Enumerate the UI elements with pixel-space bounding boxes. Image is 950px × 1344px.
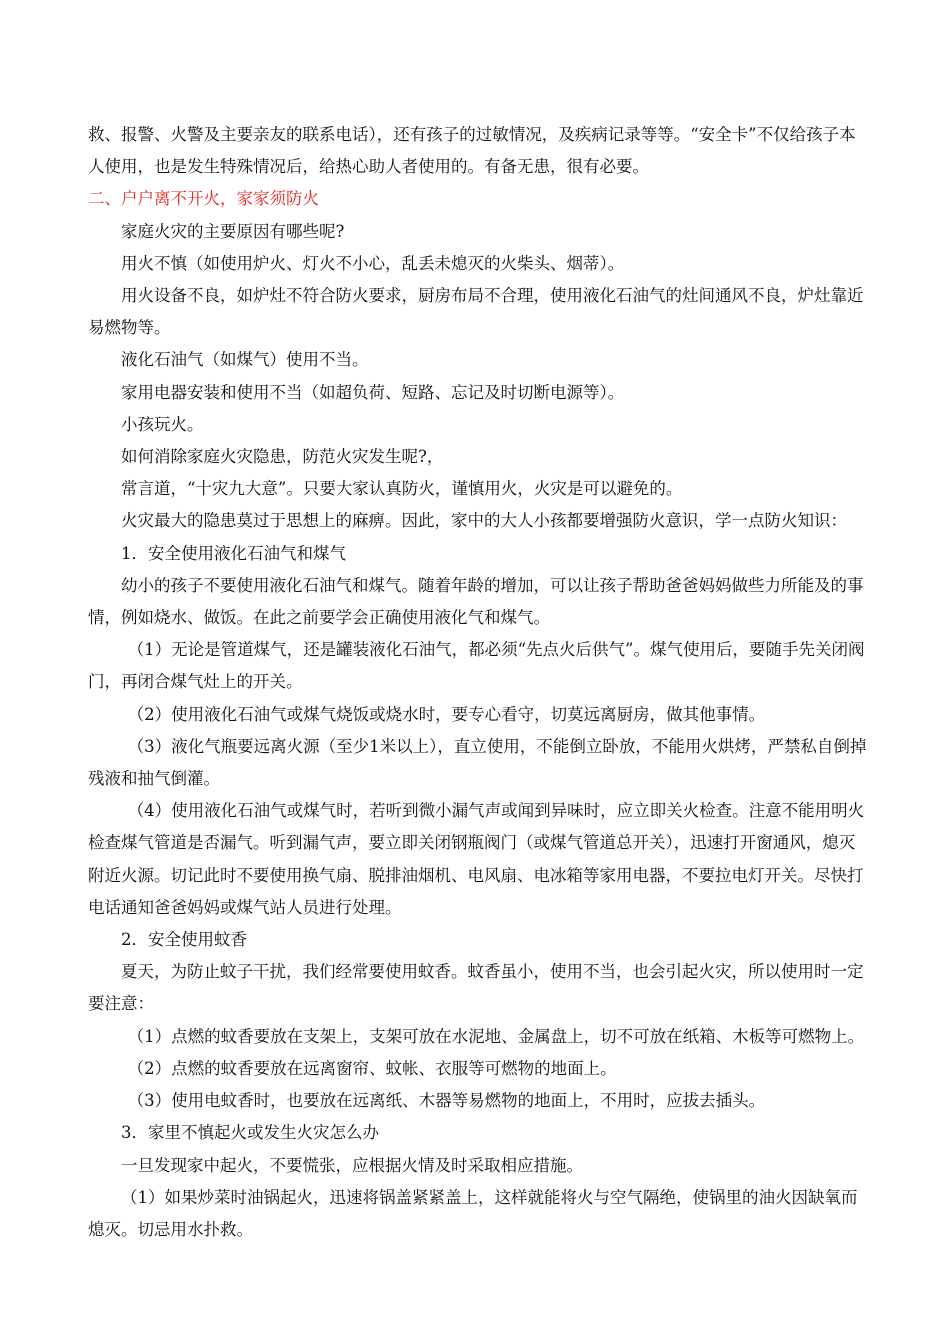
list-item: （3）液化气瓶要远离火源（至少1米以上），直立使用，不能倒立卧放，不能用火烘烤，严禁私自倒掉残液和抽气倒灌。 [88, 736, 867, 789]
body-paragraph: 一旦发现家中起火，不要慌张，应根据火情及时采取相应措施。 [121, 1155, 583, 1175]
section-heading: 二、户户离不开火，家家须防火 [88, 189, 319, 209]
list-item: （2）点燃的蚊香要放在远离窗帘、蚊帐、衣服等可燃物的地面上。 [127, 1058, 617, 1078]
list-item: （2）使用液化石油气或煤气烧饭或烧水时，要专心看守，切莫远离厨房，做其他事情。 [127, 704, 766, 724]
document-page [88, 119, 868, 1246]
list-item: （1）如果炒菜时油锅起火，迅速将锅盖紧紧盖上，这样就能将火与空气隔绝，使锅里的油火因缺氧而熄灭。切忌用水扑救。 [88, 1187, 858, 1239]
body-paragraph: 液化石油气（如煤气）使用不当。 [121, 350, 369, 370]
subsection-title: 2．安全使用蚊香 [121, 930, 247, 950]
subsection-title: 3．家里不慎起火或发生火灾怎么办 [121, 1123, 379, 1143]
body-paragraph: 幼小的孩子不要使用液化石油气和煤气。随着年龄的增加，可以让孩子帮助爸爸妈妈做些力所能及的事情，例如烧水、做饭。在此之前要学会正确使用液化气和煤气。 [88, 575, 864, 628]
list-item: （1）无论是管道煤气，还是罐装液化石油气，都必须“先点火后供气”。煤气使用后，要随手先关闭阀门，再闭合煤气灶上的开关。 [88, 640, 865, 692]
list-item: （4）使用液化石油气或煤气时，若听到微小漏气声或闻到异味时，应立即关火检查。注意不能用明火检查煤气管道是否漏气。听到漏气声，要立即关闭钢瓶阀门（或煤气管道总开关），迅速打开窗通风，熄灭附近火源。切记此时不要使用换气扇、脱排油烟机、电风扇、电冰箱等家用电器，不要拉电灯开关。尽快打电话通知爸爸妈妈或煤气站人员进行处理。 [88, 801, 865, 917]
body-paragraph: 夏天，为防止蚊子干扰，我们经常要使用蚊香。蚊香虽小，使用不当，也会引起火灾，所以使用时一定要注意： [88, 962, 864, 1014]
body-paragraph: 家庭火灾的主要原因有哪些呢? [121, 221, 345, 241]
intro-paragraph: 救、报警、火警及主要亲友的联系电话），还有孩子的过敏情况，及疾病记录等等。“安全卡”不仅给孩子本人使用，也是发生特殊情况后，给热心助人者使用的。有备无患，很有必要。 [88, 125, 856, 177]
list-item: （3）使用电蚊香时，也要放在远离纸、木器等易燃物的地面上，不用时，应拔去插头。 [127, 1091, 766, 1111]
body-paragraph: 如何消除家庭火灾隐患，防范火灾发生呢?， [121, 447, 444, 467]
body-paragraph: 火灾最大的隐患莫过于思想上的麻痹。因此，家中的大人小孩都要增强防火意识，学一点防火知识： [121, 511, 847, 531]
body-paragraph: 常言道，“十灾九大意”。只要大家认真防火，谨慎用火，火灾是可以避免的。 [121, 479, 683, 499]
body-paragraph: 家用电器安装和使用不当（如超负荷、短路、忘记及时切断电源等）。 [121, 382, 625, 402]
subsection-title: 1．安全使用液化石油气和煤气 [121, 543, 346, 563]
body-paragraph: 用火不慎（如使用炉火、灯火不小心，乱丢未熄灭的火柴头、烟蒂）。 [121, 253, 625, 273]
list-item: （1）点燃的蚊香要放在支架上，支架可放在水泥地、金属盘上，切不可放在纸箱、木板等可燃物上。 [127, 1026, 865, 1046]
body-paragraph: 用火设备不良，如炉灶不符合防火要求，厨房布局不合理，使用液化石油气的灶间通风不良，炉灶靠近易燃物等。 [88, 286, 864, 338]
body-paragraph: 小孩玩火。 [121, 414, 204, 434]
